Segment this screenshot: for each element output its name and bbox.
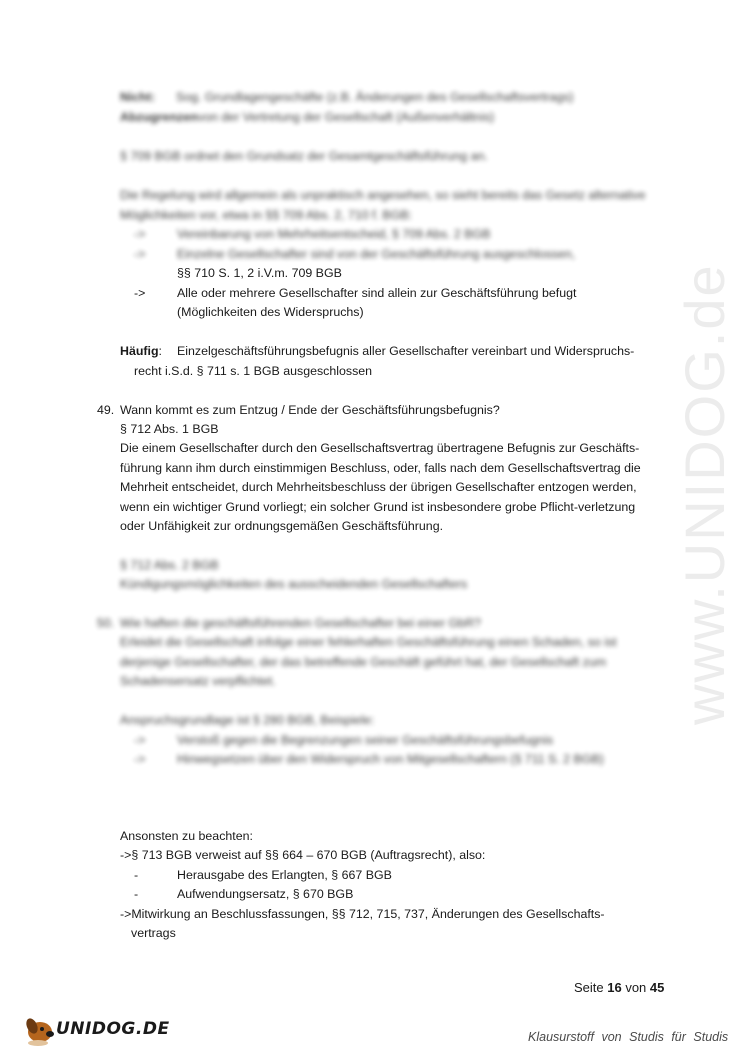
- arrow-marker: ->: [134, 286, 146, 300]
- blur-text: Hinwegsetzen über den Widerspruch von Mitgesellschaftern (§ 711 S. 2 BGB): [177, 752, 604, 766]
- watermark: www.UNIDOG.de: [673, 263, 736, 725]
- legal-reference: § 712 Abs. 1 BGB: [120, 422, 219, 436]
- blur-text: Kündigungsmöglichkeiten des ausscheidenden Gesellschafters: [120, 577, 468, 591]
- dash-marker: -: [134, 887, 139, 901]
- blur-text: Möglichkeiten vor, etwa in §§ 709 Abs. 2, 710 f. BGB:: [120, 208, 413, 222]
- body-text: vertrags: [131, 926, 176, 940]
- haeufig-colon: :: [158, 344, 162, 358]
- logo-text: UNIDOG.DE: [56, 1019, 170, 1039]
- dash-marker: -: [134, 868, 139, 882]
- arrow-marker: ->: [134, 733, 146, 747]
- footer-slogan: Klausurstoff von Studis für Studis: [528, 1030, 729, 1044]
- answer-line: führung kann ihm durch einstimmigen Beschluss, oder, falls nach dem Gesellschaftsvertrag die: [120, 461, 641, 475]
- body-text: (Möglichkeiten des Widerspruchs): [177, 305, 364, 319]
- body-text: Alle oder mehrere Gesellschafter sind allein zur Geschäftsführung befugt: [177, 286, 577, 300]
- blur-label-abzugrenzen: Abzugrenzen: [120, 110, 198, 124]
- answer-line: oder Unfähigkeit zur ordnungsgemäßen Geschäftsführung.: [120, 519, 444, 533]
- blur-text: Schadensersatz verpflichtet.: [120, 674, 276, 688]
- blur-text: Anspruchsgrundlage ist § 280 BGB, Beispiele:: [120, 713, 375, 727]
- blur-text: Sog. Grundlagengeschäfte (z.B. Änderungen des Gesellschaftsvertrags): [176, 90, 574, 104]
- blur-label-nicht: Nicht:: [120, 90, 156, 104]
- blur-text: Verstoß gegen die Begrenzungen seiner Geschäftsführungsbefugnis: [177, 733, 554, 747]
- question-number: 49.: [97, 403, 115, 417]
- blur-text: Erleidet die Gesellschaft infolge einer fehlerhaften Geschäftsführung einen Schaden, so ist: [120, 635, 617, 649]
- question-number: 50.: [97, 616, 115, 630]
- answer-line: Mehrheit entscheidet, durch Mehrheitsbeschluss der übrigen Gesellschafter entzogen werden,: [120, 480, 637, 494]
- blur-text: Die Regelung wird allgemein als unpraktisch angesehen, so sieht bereits das Gesetz alternative: [120, 188, 646, 202]
- body-text: Ansonsten zu beachten:: [120, 829, 253, 843]
- body-text: ->Mitwirkung an Beschlussfassungen, §§ 712, 715, 737, Änderungen des Gesellschafts-: [120, 907, 605, 921]
- blur-text: derjenige Gesellschafter, der das betreffende Geschäft geführt hat, der Gesellschaft zum: [120, 655, 607, 669]
- page-total: 45: [649, 980, 665, 995]
- question-text: Wann kommt es zum Entzug / Ende der Geschäftsführungsbefugnis?: [120, 403, 500, 417]
- blur-text: Einzelne Gesellschafter sind von der Geschäftsführung ausgeschlossen,: [177, 247, 576, 261]
- arrow-marker: ->: [134, 752, 146, 766]
- page-mid: von: [621, 980, 650, 995]
- haeufig-heading: [120, 341, 162, 361]
- arrow-marker: ->: [134, 227, 146, 241]
- blur-text: Vereinbarung von Mehrheitsentscheid, § 709 Abs. 2 BGB: [177, 227, 491, 241]
- page-prefix: Seite: [574, 980, 608, 995]
- blur-text: Wie haften die geschäftsführenden Gesellschafter bei einer GbR?: [120, 616, 481, 630]
- answer-line: wenn ein wichtiger Grund vorliegt; ein solcher Grund ist insbesondere grobe Pflicht-verletzung: [120, 500, 636, 514]
- blur-text: § 709 BGB ordnet den Grundsatz der Gesamtgeschäftsführung an.: [120, 149, 488, 163]
- body-text: recht i.S.d. § 711 s. 1 BGB ausgeschlossen: [134, 364, 373, 378]
- body-text: Einzelgeschäftsführungsbefugnis aller Gesellschafter vereinbart und Widerspruchs-: [177, 344, 635, 358]
- blur-text: § 712 Abs. 2 BGB: [120, 558, 219, 572]
- arrow-marker: ->: [134, 247, 146, 261]
- body-text: Herausgabe des Erlangten, § 667 BGB: [177, 868, 392, 882]
- body-text: Aufwendungsersatz, § 670 BGB: [177, 887, 354, 901]
- legal-reference: §§ 710 S. 1, 2 i.V.m. 709 BGB: [177, 266, 342, 280]
- blur-text: von der Vertretung der Gesellschaft (Außenverhältnis): [198, 110, 495, 124]
- body-text: ->§ 713 BGB verweist auf §§ 664 – 670 BGB (Auftragsrecht), also:: [120, 848, 486, 862]
- page-current: 16: [607, 980, 622, 995]
- haeufig-label: Häufig: [120, 344, 159, 358]
- answer-line: Die einem Gesellschafter durch den Gesellschaftsvertrag übertragene Befugnis zur Geschäfts-: [120, 441, 640, 455]
- page-number: [574, 980, 664, 995]
